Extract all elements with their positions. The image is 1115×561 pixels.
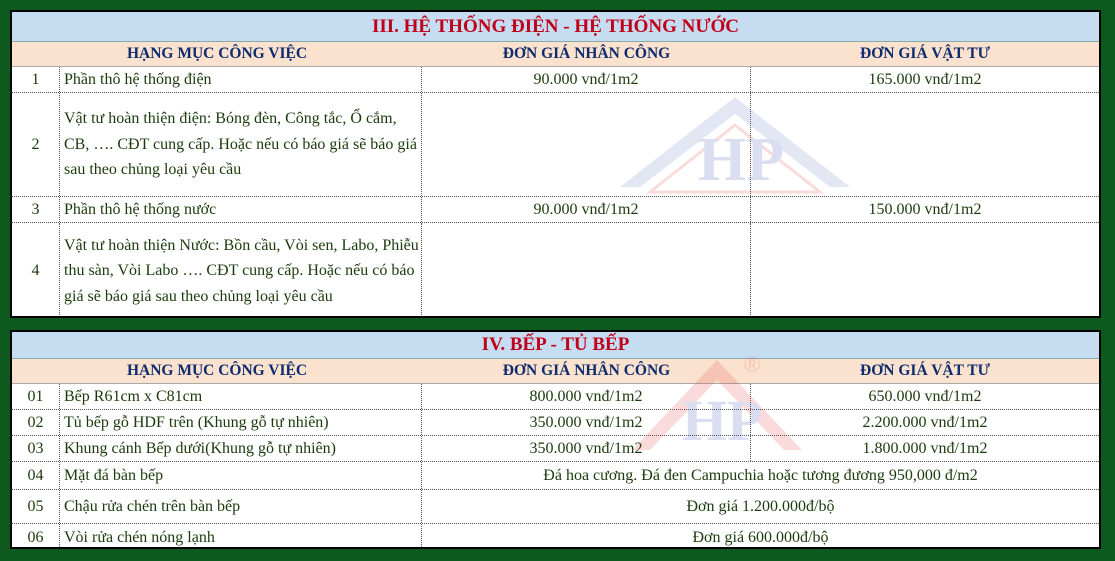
table-row xyxy=(12,436,1099,462)
row-material-price: 2.200.000 vnđ/1m2 xyxy=(862,413,988,431)
section-title: IV. BẾP - TỦ BẾP xyxy=(12,332,1099,359)
row-labor-price: 350.000 vnđ/1m2 xyxy=(422,410,751,435)
row-item: Bếp R61cm x C81cm xyxy=(60,384,422,409)
row-number: 01 xyxy=(12,384,60,409)
row-item: Vòi rửa chén nóng lạnh xyxy=(60,524,422,549)
row-material-price: 150.000 vnđ/1m2 xyxy=(868,200,982,218)
row-number: 3 xyxy=(12,197,60,222)
table-row xyxy=(12,223,1099,318)
row-item: Vật tư hoàn thiện điện: Bóng đèn, Công tắc, Ổ cắm, CB, …. CĐT cung cấp. Hoặc nếu có báo giá sẽ báo giá sau theo chủng loại yêu cầu xyxy=(60,93,422,196)
table-row xyxy=(12,462,1099,490)
table-header xyxy=(12,42,1099,67)
row-labor-price xyxy=(422,93,751,196)
table-row xyxy=(12,93,1099,197)
table-row xyxy=(12,384,1099,410)
row-labor-price: 800.000 vnđ/1m2 xyxy=(422,384,751,409)
row-labor-price: 90.000 vnđ/1m2 xyxy=(422,197,751,222)
watermark-text: HP xyxy=(682,388,763,453)
section-title: III. HỆ THỐNG ĐIỆN - HỆ THỐNG NƯỚC xyxy=(12,12,1099,42)
row-number: 05 xyxy=(12,490,60,523)
header-item: HẠNG MỤC CÔNG VIỆC xyxy=(126,45,308,62)
header-material: ĐƠN GIÁ VẬT TƯ xyxy=(860,362,990,379)
row-number: 04 xyxy=(12,462,60,489)
watermark-text: HP xyxy=(698,126,785,194)
row-labor-price: 350.000 vnđ/1m2 xyxy=(422,436,751,461)
row-number: 03 xyxy=(12,436,60,461)
row-combined-price: Đơn giá 600.000đ/bộ xyxy=(692,528,829,546)
header-item: HẠNG MỤC CÔNG VIỆC xyxy=(126,362,308,379)
row-material-price xyxy=(751,93,1099,196)
table-row xyxy=(12,67,1099,93)
table-row xyxy=(12,524,1099,549)
row-item: Phần thô hệ thống điện xyxy=(60,67,422,92)
row-item: Chậu rửa chén trên bàn bếp xyxy=(60,490,422,523)
kitchen-section xyxy=(10,330,1101,549)
row-item: Vật tư hoàn thiện Nước: Bồn cầu, Vòi sen, Labo, Phiễu thu sàn, Vòi Labo …. CĐT cung cấp. Hoặc nếu có báo giá sẽ báo giá sau theo chủng loại yêu cầu xyxy=(60,223,422,318)
table-row xyxy=(12,410,1099,436)
header-labor: ĐƠN GIÁ NHÂN CÔNG xyxy=(502,362,671,379)
row-number: 4 xyxy=(12,223,60,318)
row-material-price: 1.800.000 vnđ/1m2 xyxy=(862,439,988,457)
row-material-price: 650.000 vnđ/1m2 xyxy=(868,387,982,405)
row-item: Tủ bếp gỗ HDF trên (Khung gỗ tự nhiên) xyxy=(60,410,422,435)
header-labor: ĐƠN GIÁ NHÂN CÔNG xyxy=(502,45,671,62)
row-number: 2 xyxy=(12,93,60,196)
row-item: Khung cánh Bếp dưới(Khung gỗ tự nhiên) xyxy=(60,436,422,461)
row-labor-price xyxy=(422,223,751,318)
electric-water-section xyxy=(10,10,1101,318)
row-labor-price: 90.000 vnđ/1m2 xyxy=(422,67,751,92)
row-number: 1 xyxy=(12,67,60,92)
row-number: 06 xyxy=(12,524,60,549)
row-material-price: 165.000 vnđ/1m2 xyxy=(868,70,982,88)
table-header xyxy=(12,359,1099,384)
row-item: Phần thô hệ thống nước xyxy=(60,197,422,222)
row-material-price xyxy=(751,223,1099,318)
table-row xyxy=(12,197,1099,223)
row-combined-price: Đá hoa cương. Đá đen Campuchia hoặc tương đương 950,000 đ/m2 xyxy=(543,466,978,484)
header-material: ĐƠN GIÁ VẬT TƯ xyxy=(860,45,990,62)
row-number: 02 xyxy=(12,410,60,435)
table-row xyxy=(12,490,1099,524)
row-item: Mặt đá bàn bếp xyxy=(60,462,422,489)
row-combined-price: Đơn giá 1.200.000đ/bộ xyxy=(686,497,835,515)
